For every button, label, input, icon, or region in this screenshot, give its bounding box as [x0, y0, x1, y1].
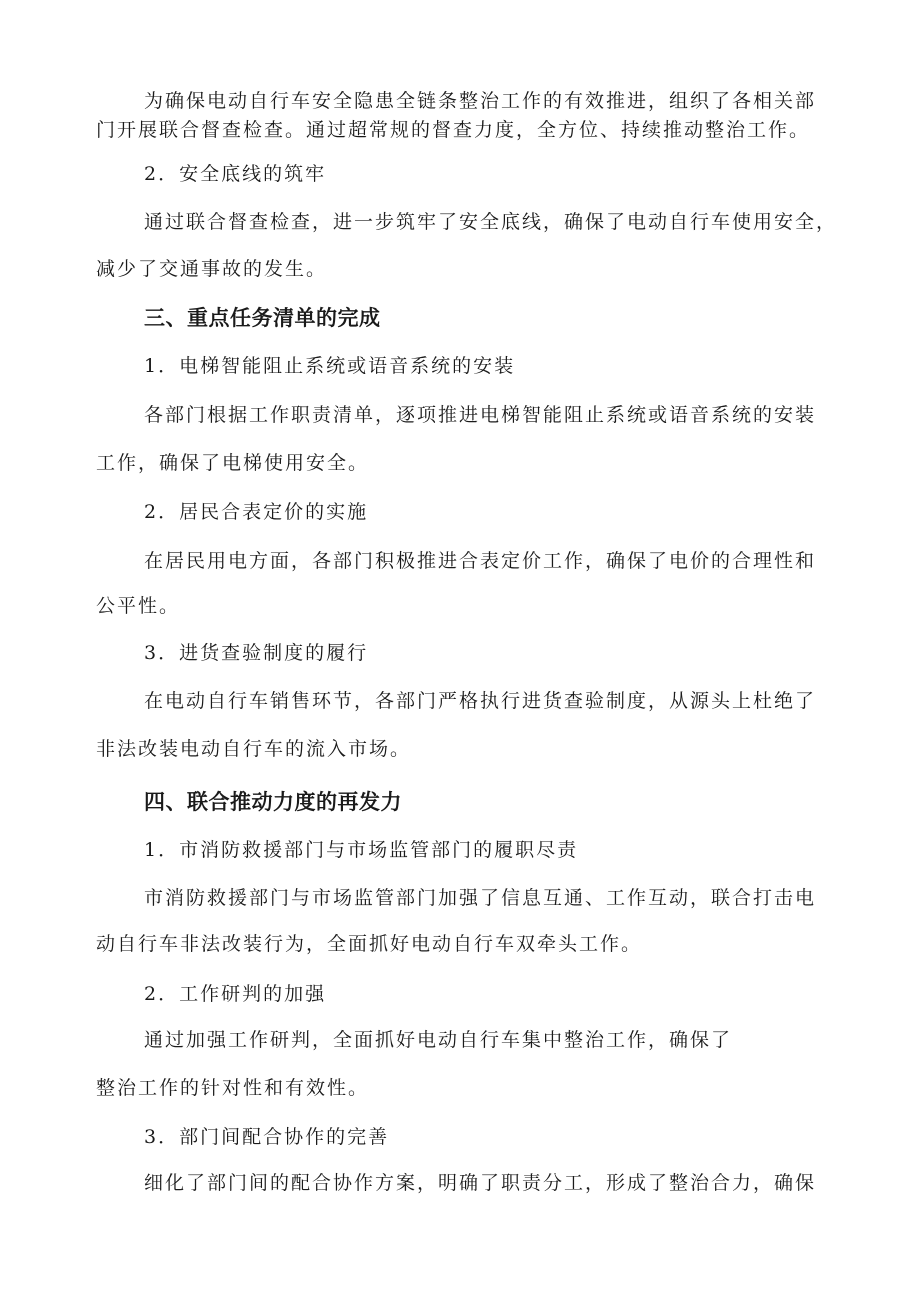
- subsection-heading: 2．工作研判的加强: [144, 983, 327, 1005]
- subsection-heading: 2．安全底线的筑牢: [144, 163, 327, 185]
- paragraph-line: 整治工作的针对性和有效性。: [96, 1077, 370, 1099]
- paragraph-line: 在居民用电方面，各部门积极推进合表定价工作，确保了电价的合理性和: [144, 550, 817, 572]
- paragraph-line: 动自行车非法改装行为，全面抓好电动自行车双牵头工作。: [96, 933, 643, 955]
- section-heading: 三、重点任务清单的完成: [144, 306, 381, 330]
- paragraph-line: 非法改装电动自行车的流入市场。: [96, 738, 412, 760]
- section-heading: 四、联合推动力度的再发力: [144, 790, 402, 814]
- subsection-heading: 2．居民合表定价的实施: [144, 501, 369, 523]
- subsection-heading: 1．市消防救援部门与市场监管部门的履职尽责: [144, 839, 579, 861]
- paragraph-line: 市消防救援部门与市场监管部门加强了信息互通、工作互动，联合打击电: [144, 887, 817, 909]
- paragraph-line: 工作，确保了电梯使用安全。: [96, 452, 370, 474]
- paragraph-line: 通过联合督查检查，进一步筑牢了安全底线，确保了电动自行车使用安全，: [144, 211, 838, 233]
- subsection-heading: 3．进货查验制度的履行: [144, 642, 369, 664]
- paragraph-line: 减少了交通事故的发生。: [96, 258, 328, 280]
- paragraph-line: 在电动自行车销售环节，各部门严格执行进货查验制度，从源头上杜绝了: [144, 690, 817, 712]
- paragraph-line: 公平性。: [96, 595, 181, 617]
- paragraph-line: 为确保电动自行车安全隐患全链条整治工作的有效推进，组织了各相关部: [144, 90, 817, 112]
- paragraph-line: 各部门根据工作职责清单，逐项推进电梯智能阻止系统或语音系统的安装: [144, 404, 817, 426]
- paragraph-line: 通过加强工作研判，全面抓好电动自行车集中整治工作，确保了: [144, 1029, 733, 1051]
- paragraph-line: 细化了部门间的配合协作方案，明确了职责分工，形成了整治合力，确保: [144, 1172, 817, 1194]
- subsection-heading: 3．部门间配合协作的完善: [144, 1126, 390, 1148]
- paragraph-line: 门开展联合督查检查。通过超常规的督查力度，全方位、持续推动整治工作。: [96, 119, 811, 141]
- subsection-heading: 1．电梯智能阻止系统或语音系统的安装: [144, 355, 516, 377]
